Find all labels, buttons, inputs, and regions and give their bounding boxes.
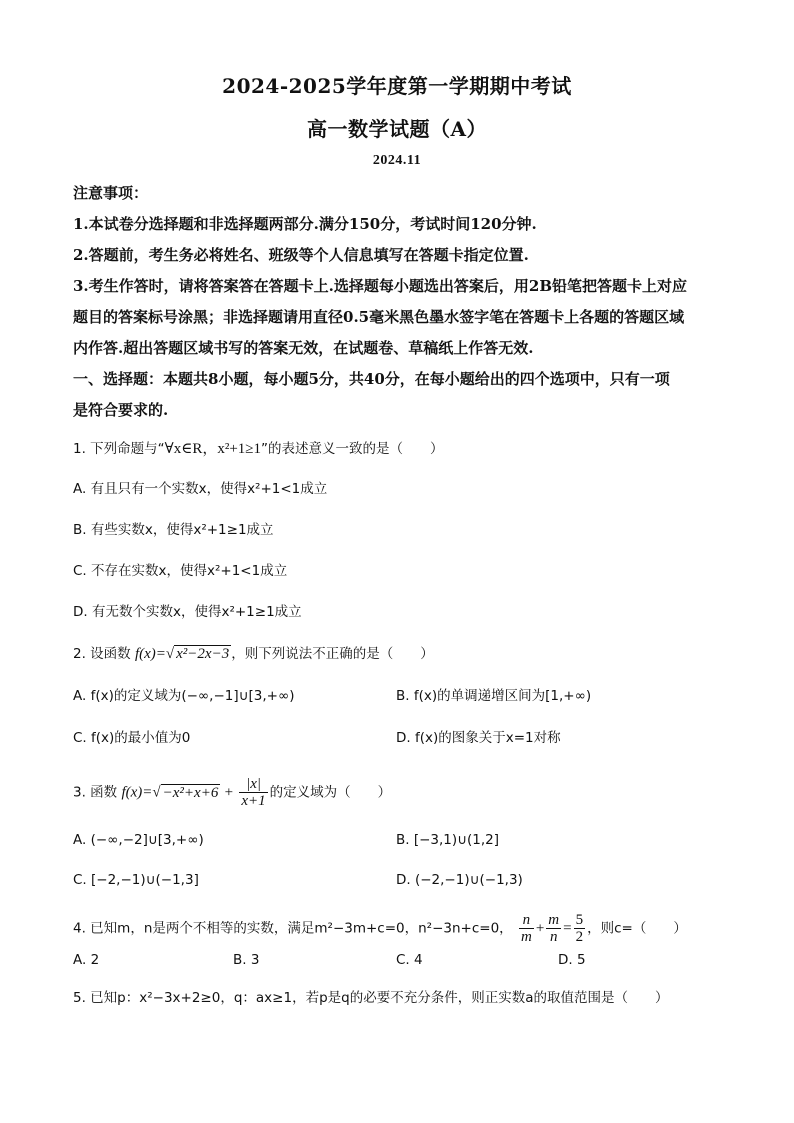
note-item-3-line-2: 题目的答案标号涂黑；非选择题请用直径0.5毫米黑色墨水签字笔在答题卡上各题的答题区域 xyxy=(73,308,685,326)
q2-func-radicand: x²−2x−3 xyxy=(176,646,230,662)
q3-fraction xyxy=(239,776,267,809)
question-1-option-a: A. 有且只有一个实数x，使得x²+1<1成立 xyxy=(73,481,328,497)
question-3-options-row-2 xyxy=(73,870,733,890)
question-4-options xyxy=(73,950,733,970)
question-1-option-d: D. 有无数个实数x，使得x²+1≥1成立 xyxy=(73,604,302,620)
q4-equals: = xyxy=(563,920,572,937)
section-heading-line-1: 一、选择题：本题共8小题，每小题5分，共40分，在每小题给出的四个选项中，只有一项 xyxy=(73,370,670,388)
q3-stem-prefix: 3. 函数 xyxy=(73,784,118,801)
question-3-option-b: B. [−3,1)∪(1,2] xyxy=(396,832,500,848)
question-1-option-b: B. 有些实数x，使得x²+1≥1成立 xyxy=(73,522,274,538)
q4-f3-num: 5 xyxy=(575,912,584,928)
note-item-2: 2.答题前，考生务必将姓名、班级等个人信息填写在答题卡指定位置. xyxy=(73,246,529,264)
question-3-option-d: D. (−2,−1)∪(−1,3) xyxy=(396,872,523,888)
question-2-options-row-1 xyxy=(73,686,733,706)
q4-fraction-n-over-m xyxy=(519,912,534,945)
q1-stem-prefix: 1. 下列命题与“ xyxy=(73,441,165,457)
q4-stem-suffix: ，则c=（ ） xyxy=(587,920,687,937)
exam-subtitle: 高一数学试题（A） xyxy=(306,117,488,141)
question-2-stem: 2. 设函数 f(x)=√ x²−2x−3 ，则下列说法不正确的是（ ） xyxy=(73,646,434,662)
exam-date: 2024.11 xyxy=(372,153,422,168)
section-heading-line-2: 是符合要求的. xyxy=(73,401,169,419)
question-4-option-a: A. 2 xyxy=(73,952,100,968)
q4-fraction-m-over-n xyxy=(546,912,561,945)
note-item-3-line-3: 内作答.超出答题区域书写的答案无效，在试题卷、草稿纸上作答无效. xyxy=(73,339,534,357)
q4-f2-num: m xyxy=(548,912,560,928)
q4-plus: + xyxy=(535,920,545,937)
q4-f1-den: m xyxy=(520,929,532,945)
note-item-3-line-1: 3.考生作答时，请将答案答在答题卡上.选择题每小题选出答案后，用2B铅笔把答题卡上对应 xyxy=(73,277,688,295)
q3-fraction-denominator: x+1 xyxy=(241,793,266,809)
question-5-stem: 5. 已知p：x²−3x+2≥0，q：ax≥1，若p是q的必要不充分条件，则正实数a的取值范围是（ ） xyxy=(73,990,669,1006)
exam-title: 2024-2025学年度第一学期期中考试 xyxy=(222,74,572,98)
q4-fraction-five-halves xyxy=(574,912,586,945)
q2-stem-prefix: 2. 设函数 xyxy=(73,646,131,662)
question-3-options-row-1 xyxy=(73,830,733,850)
q2-stem-suffix: ，则下列说法不正确的是（ ） xyxy=(231,646,434,662)
q3-fraction-numerator: |x| xyxy=(239,776,267,793)
q4-f3-den: 2 xyxy=(575,929,584,945)
q3-plus-sign: + xyxy=(224,784,234,801)
q3-func-radicand: −x²+x+6 xyxy=(162,784,219,801)
question-1-stem xyxy=(73,439,444,459)
note-item-1: 1.本试卷分选择题和非选择题两部分.满分150分，考试时间120分钟. xyxy=(73,215,537,233)
question-2-options-row-2 xyxy=(73,728,733,748)
q4-f1-num: n xyxy=(519,912,534,929)
question-4-option-d: D. 5 xyxy=(558,952,586,968)
question-1-option-c: C. 不存在实数x，使得x²+1<1成立 xyxy=(73,563,288,579)
q2-func-lhs: f(x)= xyxy=(134,646,166,662)
question-4-option-b: B. 3 xyxy=(233,952,260,968)
question-2-option-b: B. f(x)的单调递增区间为[1,+∞) xyxy=(396,688,592,704)
q4-f2-den: n xyxy=(549,929,558,945)
question-3-option-c: C. [−2,−1)∪(−1,3] xyxy=(73,872,199,888)
q1-stem-math: ∀x∈R，x²+1≥1 xyxy=(164,441,262,457)
question-4-option-c: C. 4 xyxy=(396,952,423,968)
question-2-option-a: A. f(x)的定义域为(−∞,−1]∪[3,+∞) xyxy=(73,688,295,704)
q4-stem-prefix: 4. 已知m，n是两个不相等的实数，满足m²−3m+c=0，n²−3n+c=0， xyxy=(73,920,513,937)
question-4-stem xyxy=(73,912,687,945)
question-2-option-d: D. f(x)的图象关于x=1对称 xyxy=(396,730,561,746)
q3-stem-suffix: 的定义域为（ ） xyxy=(269,784,392,801)
q3-func-lhs: f(x)= xyxy=(121,784,153,801)
q1-stem-suffix: ”的表述意义一致的是（ ） xyxy=(261,441,444,457)
question-3-stem: 3. 函数 f(x)=√ −x²+x+6 + $\frac{|x|}{x+1}$ 的定义域为（ ） xyxy=(73,776,392,809)
question-3-option-a: A. (−∞,−2]∪[3,+∞) xyxy=(73,832,204,848)
question-2-option-c: C. f(x)的最小值为0 xyxy=(73,730,191,746)
notes-heading: 注意事项： xyxy=(73,184,149,202)
